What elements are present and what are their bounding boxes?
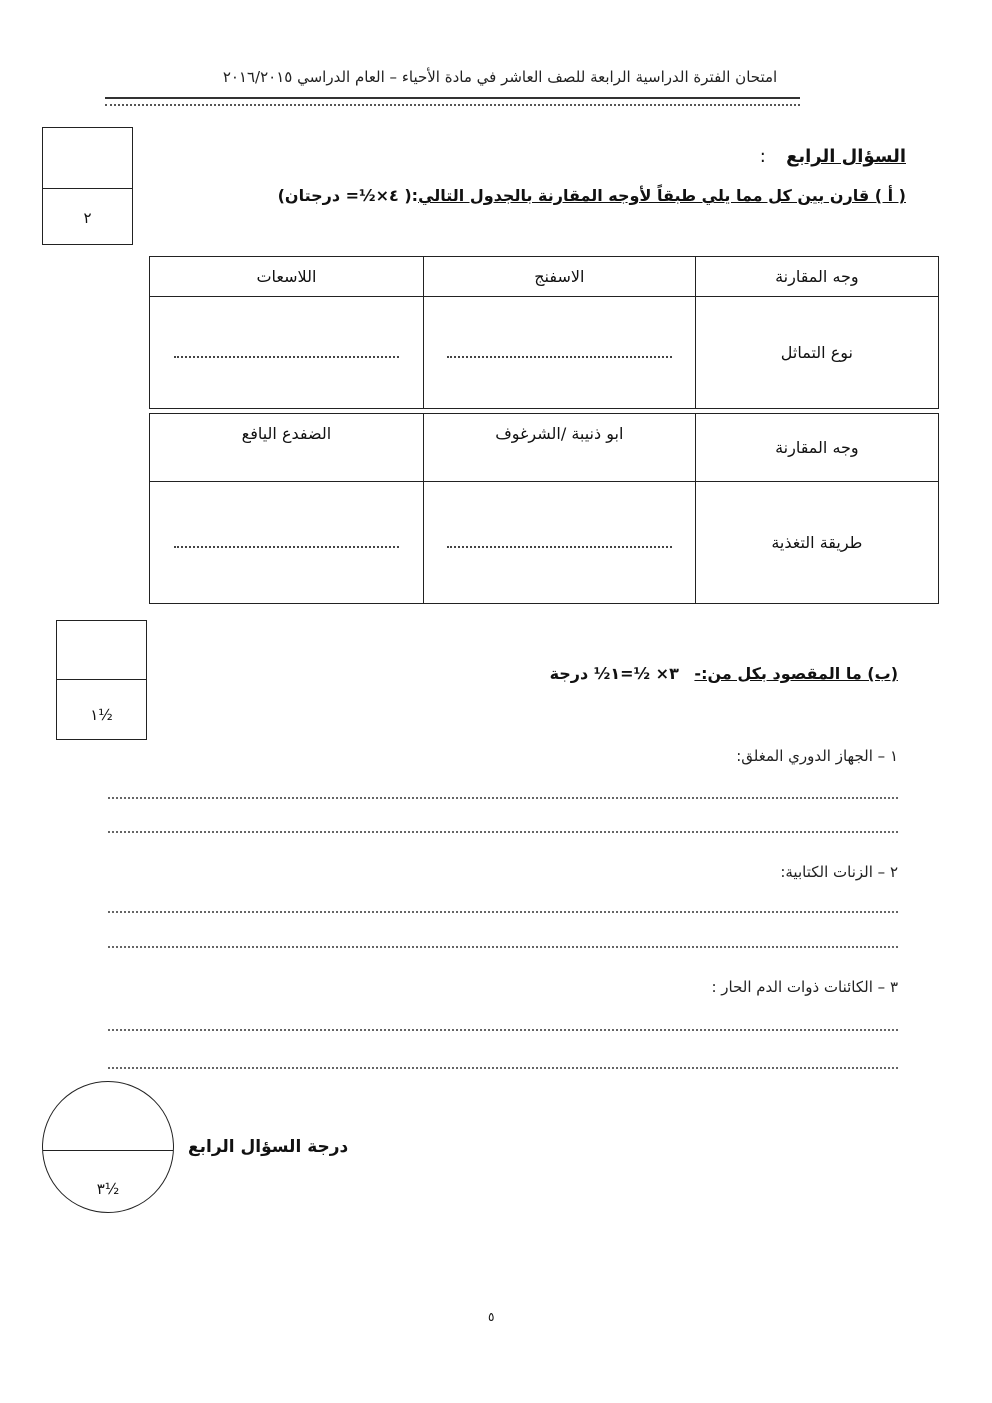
comparison-table-1 [149,256,939,409]
table1-row-label: نوع التماثل [695,297,938,409]
question-title-colon: : [759,146,766,167]
table2-col-tadpole: ابو ذنيبة /الشرغوف [423,414,695,482]
answer-line [108,1029,898,1031]
answer-line [108,946,898,948]
answer-dots [174,536,399,548]
table1-col-sponge: الاسفنج [423,257,695,297]
answer-line [108,831,898,833]
score-box-blank [57,621,146,680]
part-a-instruction [278,186,906,205]
score-box-part-b [56,620,147,740]
part-b-item-3: ٣ – الكائنات ذوات الدم الحار : [711,978,898,996]
part-b-marks: ٣× ½=١½ درجة [549,664,679,683]
table2-answer-2 [150,482,424,604]
part-b-item-1: ١ – الجهاز الدوري المغلق: [736,747,898,765]
page-number: ٥ [488,1310,495,1324]
total-score-label: درجة السؤال الرابع [188,1137,349,1157]
total-score-circle [42,1081,174,1213]
answer-dots [174,346,399,358]
table2-header-label: وجه المقارنة [695,414,938,482]
answer-line [108,911,898,913]
answer-line [108,1067,898,1069]
part-a-label: ( أ ) قارن بين كل مما يلي طبقاً لأوجه المقارنة بالجدول التالي [418,186,906,205]
question-title [760,146,906,167]
table1-header-label: وجه المقارنة [695,257,938,297]
table1-answer-1 [423,297,695,409]
part-a-marks: :( ٤×½= درجتان) [277,186,419,205]
part-b-instruction [550,664,898,683]
total-score-value: ٣½ [96,1180,120,1198]
circle-divider [43,1150,173,1151]
score-box-blank [43,128,132,189]
table2-answer-1 [423,482,695,604]
part-b-label: (ب) ما المقصود بكل من:- [694,664,898,683]
score-box-value: ١½ [90,706,113,724]
score-box-value: ٢ [83,209,92,227]
table1-answer-2 [150,297,424,409]
header-divider [105,97,800,106]
table2-row-label: طريقة التغذية [695,482,938,604]
part-b-item-2: ٢ – الزنات الكتابية: [780,863,898,881]
answer-dots [447,536,672,548]
question-title-text: السؤال الرابع [786,146,906,167]
exam-header: امتحان الفترة الدراسية الرابعة للصف العاشر في مادة الأحياء – العام الدراسي ٢٠١٦/٢٠١٥ [222,68,778,86]
answer-line [108,797,898,799]
table1-col-cnidaria: اللاسعات [150,257,424,297]
table2-col-adult-frog: الضفدع اليافع [150,414,424,482]
answer-dots [447,346,672,358]
comparison-table-2 [149,413,939,604]
score-box-part-a [42,127,133,245]
